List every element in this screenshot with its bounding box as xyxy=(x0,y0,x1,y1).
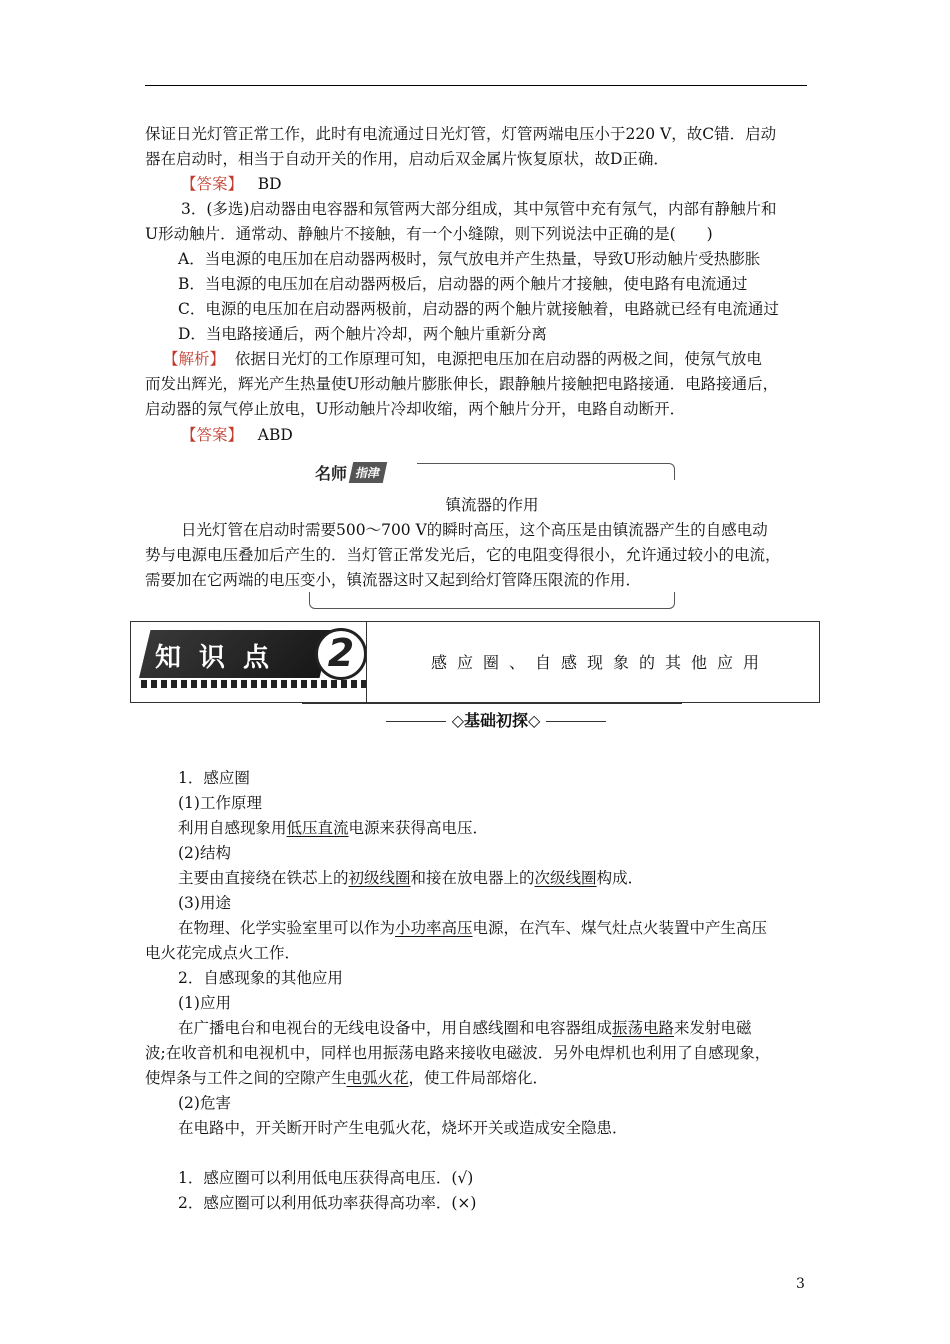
answer-tag: 【答案】 xyxy=(181,175,244,193)
q3-stem-line-2: U形动触片．通常动、静触片不接触，有一个小缝隙，则下列说法中正确的是( ) xyxy=(145,225,713,243)
tip-text-line-1: 日光灯管在启动时需要500～700 V的瞬时高压，这个高压是由镇流器产生的自感电动 xyxy=(181,521,768,539)
page-number: 3 xyxy=(796,1276,805,1292)
banner-divider xyxy=(366,622,367,702)
section-heading-basics: ◇基础初探◇ xyxy=(366,708,626,731)
answer-tag: 【答案】 xyxy=(181,426,244,444)
q3-stem-line-1: 3．(多选)启动器由电容器和氖管两大部分组成，其中氖管中充有氖气，内部有静触片和 xyxy=(181,200,777,218)
blank-answer: 振荡电路 xyxy=(612,1019,675,1037)
heading-rule-right xyxy=(546,721,606,722)
tip-box-top-border xyxy=(417,463,675,480)
section-1-1-text: 利用自感现象用低压直流电源来获得高电压． xyxy=(178,819,489,837)
tip-text-line-3: 需要加在它两端的电压变小，镇流器这时又起到给灯管降压限流的作用． xyxy=(145,571,642,589)
tip-text-line-2: 势与电源电压叠加后产生的．当灯管正常发光后，它的电阻变得很小，允许通过较小的电流， xyxy=(145,546,781,564)
header-rule xyxy=(145,85,807,86)
section-1-2-text: 主要由直接绕在铁芯上的初级线圈和接在放电器上的次级线圈构成． xyxy=(178,869,644,887)
tip-badge: 名师 指津 xyxy=(315,461,419,483)
knowledge-point-banner xyxy=(130,621,820,703)
banner-underline xyxy=(302,702,682,704)
section-1-3-text: 在物理、化学实验室里可以作为小功率高压电源，在汽车、煤气灶点火装置中产生高压 xyxy=(178,919,768,937)
section-1-1-heading: (1)工作原理 xyxy=(178,794,262,812)
section-1-2-heading: (2)结构 xyxy=(178,844,231,862)
section-2-1-heading: (1)应用 xyxy=(178,994,231,1012)
knowledge-point-number: 2 xyxy=(315,628,367,680)
heading-rule-left xyxy=(386,721,446,722)
section-1-3-heading: (3)用途 xyxy=(178,894,231,912)
knowledge-point-label: 知识点 xyxy=(155,643,288,673)
judge-item-2: 2．感应圈可以利用低功率获得高功率．(×) xyxy=(178,1194,477,1212)
judge-item-1: 1．感应圈可以利用低电压获得高电压．(√) xyxy=(178,1169,474,1187)
q3-answer xyxy=(181,425,293,445)
q3-analysis-line-1: 【解析】 依据日光灯的工作原理可知，电源把电压加在启动器的两极之间，使氖气放电 xyxy=(163,350,762,368)
section-2-heading: 2．自感现象的其他应用 xyxy=(178,969,343,987)
q3-option-b: B．当电源的电压加在启动器两极后，启动器的两个触片才接触，使电路有电流通过 xyxy=(178,275,748,293)
q3-option-c: C．电源的电压加在启动器两极前，启动器的两个触片就接触着，电路就已经有电流通过 xyxy=(178,300,779,318)
answer-value: BD xyxy=(257,175,282,193)
blank-answer: 低压直流 xyxy=(286,819,349,837)
answer-value: ABD xyxy=(257,426,293,444)
section-1-3-text-cont: 电火花完成点火工作． xyxy=(145,944,301,962)
q3-option-a: A．当电源的电压加在启动器两极时，氖气放电并产生热量，导致U形动触片受热膨胀 xyxy=(178,250,761,268)
blank-answer: 小功率高压 xyxy=(395,919,473,937)
knowledge-point-title: 感应圈、自感现象的其他应用 xyxy=(431,653,770,672)
q2-answer xyxy=(181,174,282,194)
section-2-1-text-3: 使焊条与工件之间的空隙产生电弧火花，使工件局部熔化． xyxy=(145,1069,549,1087)
tip-box-bottom-border xyxy=(309,592,675,609)
section-2-1-text-1: 在广播电台和电视台的无线电设备中，用自感线圈和电容器组成振荡电路来发射电磁 xyxy=(178,1019,752,1037)
banner-stripes xyxy=(141,680,367,688)
blank-answer: 次级线圈 xyxy=(534,869,597,887)
q2-text-line-2: 器在启动时，相当于自动开关的作用，启动后双金属片恢复原状，故D正确． xyxy=(145,150,669,168)
q2-text-line-1: 保证日光灯管正常工作，此时有电流通过日光灯管，灯管两端电压小于220 V，故C错．启动 xyxy=(145,125,777,143)
blank-answer: 电弧火花 xyxy=(346,1069,409,1087)
q3-option-d: D．当电路接通后，两个触片冷却，两个触片重新分离 xyxy=(178,325,547,343)
section-2-2-text: 在电路中，开关断开时产生电弧火花，烧坏开关或造成安全隐患． xyxy=(178,1119,628,1137)
section-2-1-text-2: 波;在收音机和电视机中，同样也用振荡电路来接收电磁波．另外电焊机也利用了自感现象， xyxy=(145,1044,771,1062)
blank-answer: 初级线圈 xyxy=(348,869,411,887)
analysis-tag: 【解析】 xyxy=(163,350,226,368)
section-1-heading: 1．感应圈 xyxy=(178,769,250,787)
section-2-2-heading: (2)危害 xyxy=(178,1094,231,1112)
q3-analysis-line-2: 而发出辉光，辉光产生热量使U形动触片膨胀伸长，跟静触片接触把电路接通．电路接通后， xyxy=(145,375,779,393)
tip-title: 镇流器的作用 xyxy=(445,496,539,514)
q3-analysis-line-3: 启动器的氖气停止放电，U形动触片冷却收缩，两个触片分开，电路自动断开． xyxy=(145,400,686,418)
